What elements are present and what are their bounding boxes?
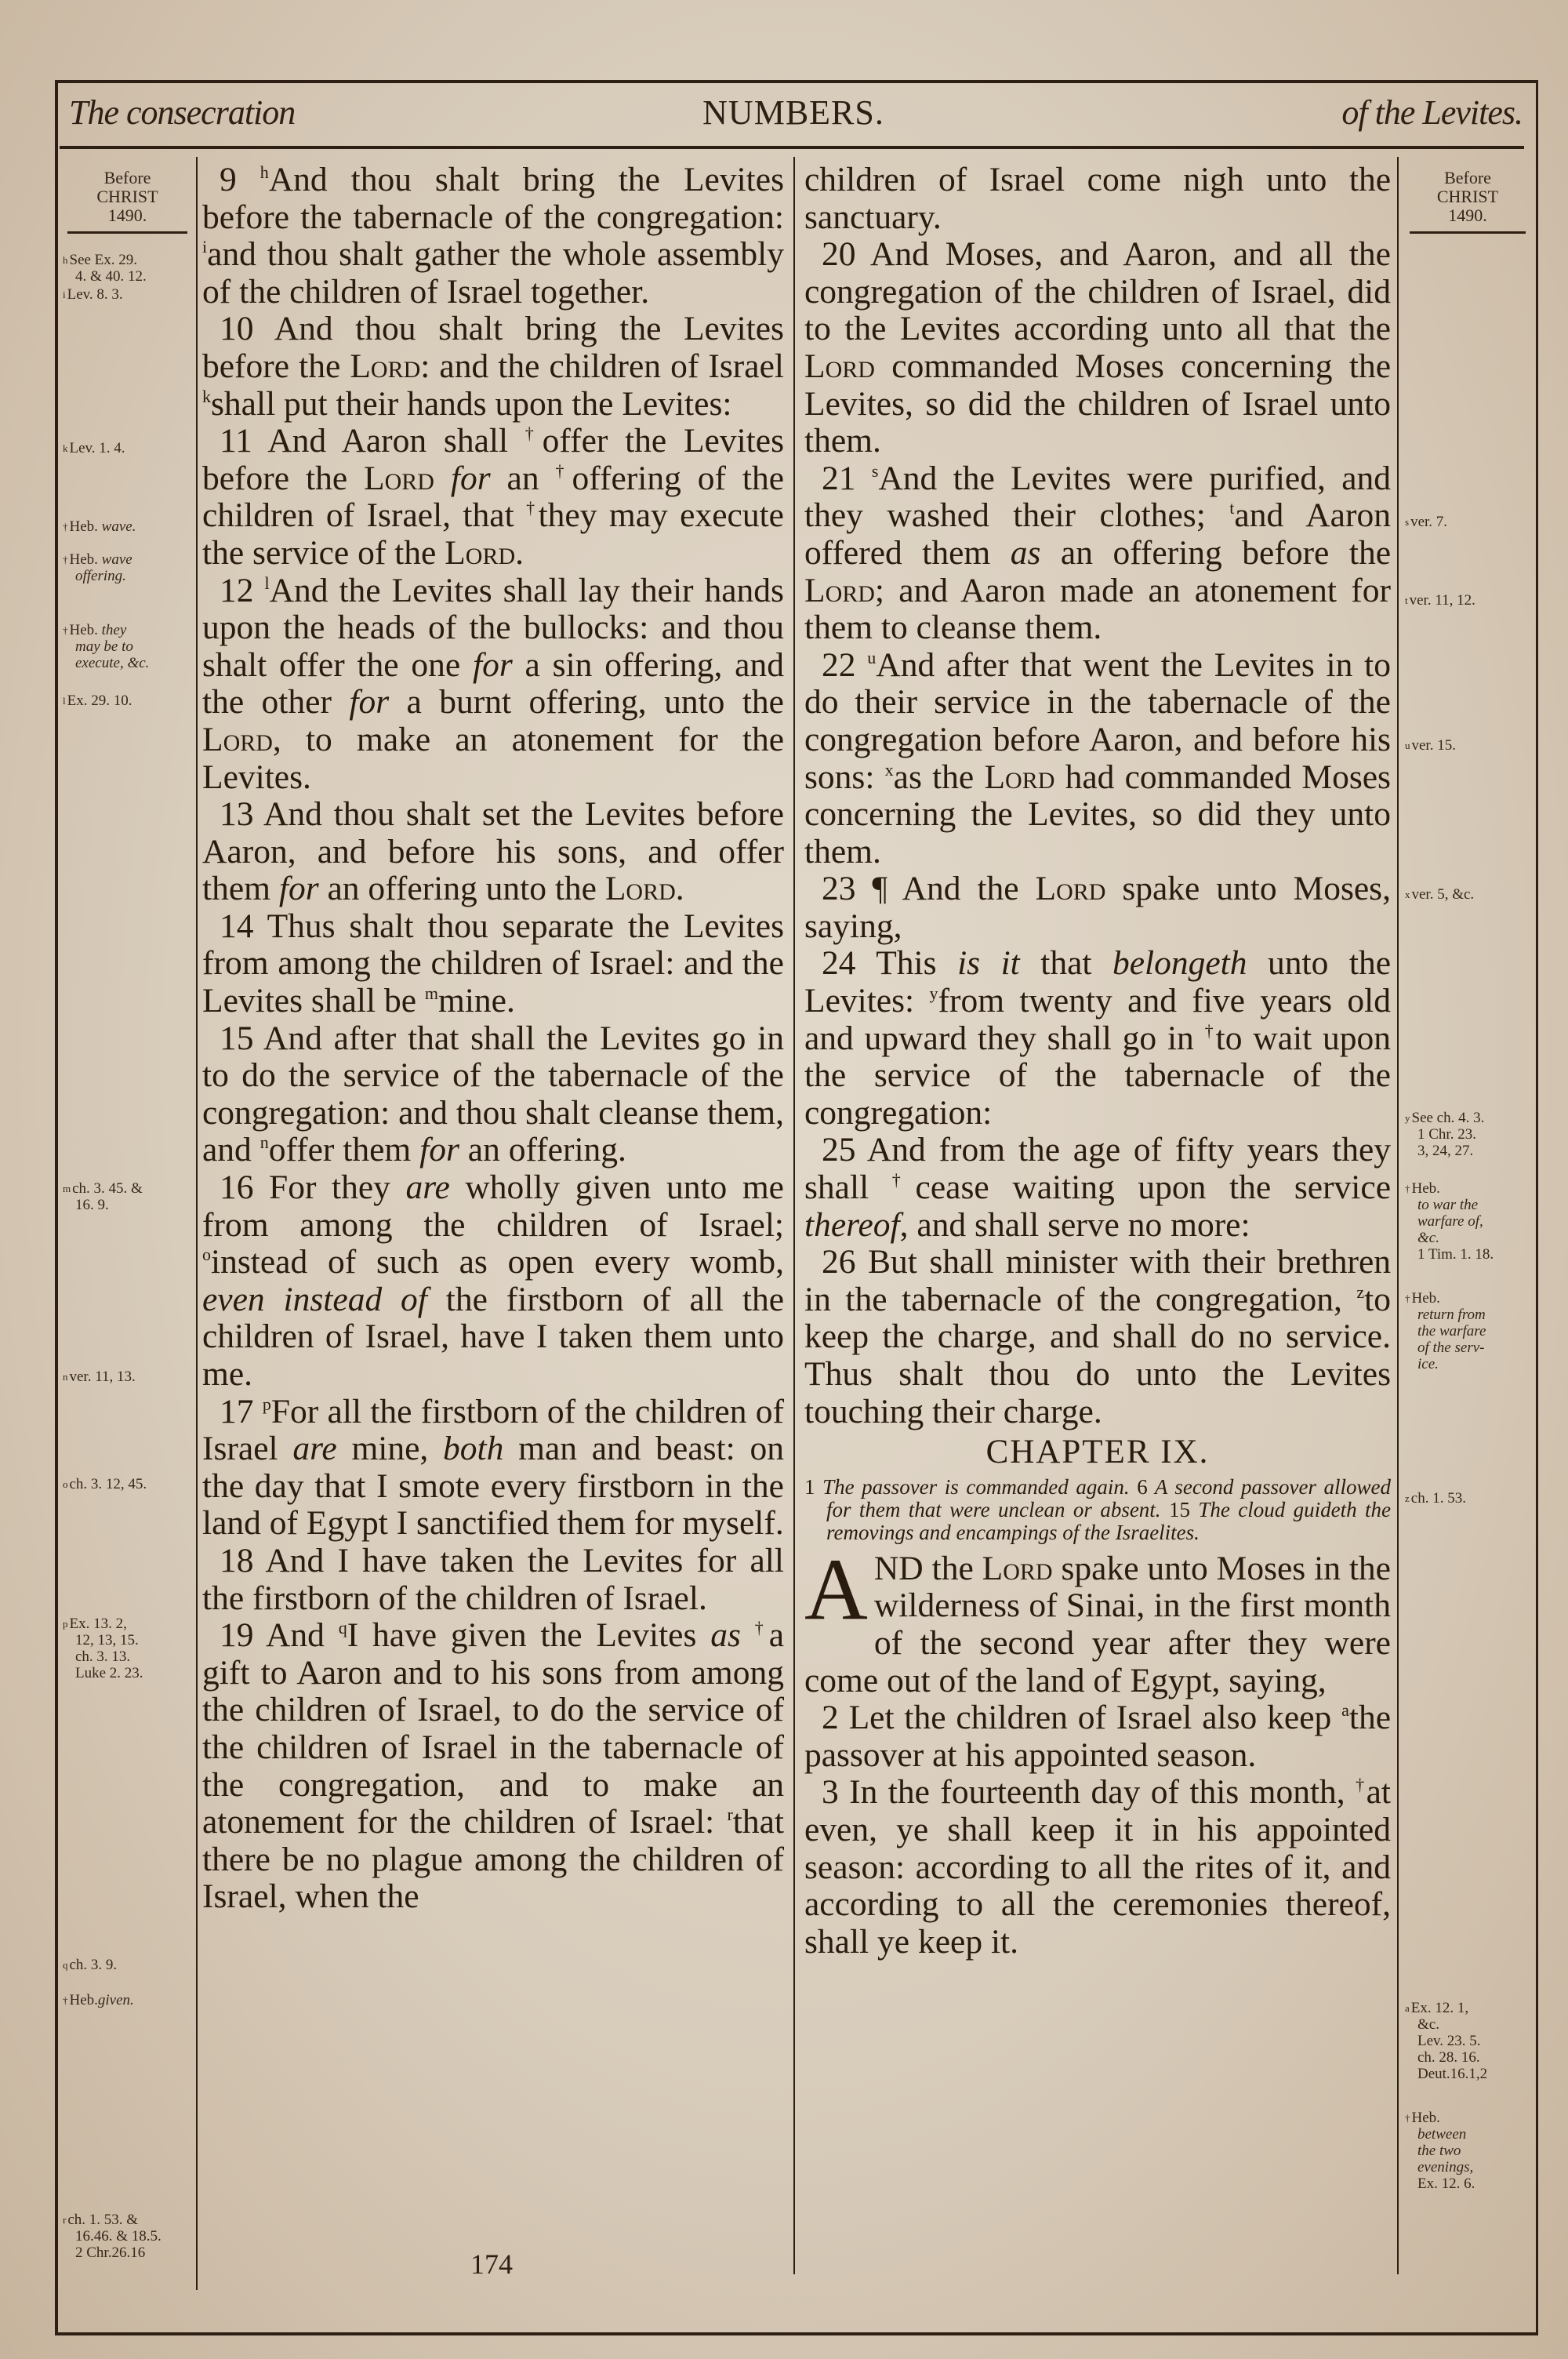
- italic-text: the two: [1417, 2143, 1461, 2159]
- reference-marker: p: [262, 1394, 271, 1414]
- running-head-book-title: NUMBERS.: [702, 93, 884, 132]
- text-run: that: [1019, 944, 1112, 983]
- era-label: [63, 169, 192, 234]
- note-key: p: [63, 1618, 68, 1630]
- text-run: the firstborn of all the children of Israel, have I taken them unto me.: [202, 1280, 784, 1393]
- text-run: See ch. 4. 3.: [1411, 1110, 1485, 1126]
- text-run: 20: [822, 235, 856, 274]
- note-key: k: [63, 442, 68, 454]
- text-run: unto the Levites:: [804, 944, 1392, 1020]
- italic-text: for: [473, 645, 513, 684]
- divine-name: Lord: [445, 533, 516, 572]
- verse-22: [804, 647, 1391, 871]
- text-run: a sin offering, and the other: [202, 645, 784, 722]
- text-run: In the fourteenth day of this month,: [849, 1773, 1356, 1812]
- margin-note-q: [63, 1957, 196, 1973]
- note-key: z: [1405, 1492, 1410, 1504]
- margin-note-heb-wave: [63, 518, 196, 535]
- text-run: mine.: [438, 982, 515, 1020]
- verse-23: [804, 871, 1391, 945]
- divine-name: Lord: [350, 347, 421, 385]
- text-run: : and the children of Israel: [420, 347, 784, 385]
- verse-13: [202, 796, 784, 908]
- verse-9: [202, 162, 784, 311]
- note-key: y: [1405, 1112, 1410, 1124]
- reference-marker: y: [929, 983, 938, 1004]
- text-run: at even, ye shall keep it in his appointed season: according to all the rites of it, and according to all the ceremonies thereof, shall ye keep it.: [804, 1773, 1392, 1961]
- italic-text: are: [292, 1430, 337, 1468]
- text-run: instead of such as open every womb,: [211, 1243, 784, 1281]
- text-run: as the: [893, 758, 985, 796]
- text-run: ver. 11, 13.: [69, 1369, 136, 1385]
- pilcrow-icon: ¶: [872, 870, 888, 908]
- text-run: But shall minister with their brethren in the tabernacle of the congregation,: [804, 1243, 1392, 1318]
- running-head-right: of the Levites.: [1341, 93, 1523, 132]
- reference-marker: i: [202, 237, 208, 257]
- verse-14: [202, 908, 784, 1020]
- italic-text: are: [405, 1169, 450, 1207]
- era-year: 1490.: [1448, 205, 1487, 225]
- text-run: ver. 15.: [1411, 737, 1456, 754]
- text-run: 9: [220, 161, 237, 198]
- reference-marker: †: [524, 423, 543, 444]
- text-run: And thou shalt set the Levites before Aaron, and before his sons, and offer them: [202, 795, 784, 908]
- note-key: l: [63, 695, 66, 707]
- text-run: wholly given unto me from among the children of Israel;: [202, 1169, 784, 1244]
- reference-marker: o: [202, 1245, 211, 1265]
- margin-note-heb-return: [1405, 1290, 1538, 1372]
- text-run: , to make an atonement for the Levites.: [202, 720, 784, 796]
- verse-19: [202, 1617, 784, 1916]
- text-run: And I have taken the Levites for all the firstborn of the children of Israel.: [202, 1541, 784, 1617]
- divine-name: Lord: [982, 1549, 1053, 1587]
- text-run: 1 Tim. 1. 18.: [1417, 1246, 1494, 1263]
- text-run: Heb.: [1411, 1290, 1440, 1307]
- reference-marker: †: [1204, 1020, 1216, 1041]
- text-run: Heb.: [69, 1992, 98, 2008]
- chapter-9-verse-2: [804, 1699, 1391, 1774]
- reference-marker: a: [1341, 1700, 1349, 1721]
- text-run: 17: [220, 1392, 254, 1430]
- text-run: Heb.: [69, 622, 102, 638]
- verse-26: [804, 1244, 1391, 1430]
- text-run: 12: [220, 571, 254, 609]
- note-key: a: [1405, 2002, 1410, 2014]
- chapter-heading: CHAPTER IX.: [985, 1434, 1210, 1471]
- text-run: 16: [220, 1169, 254, 1207]
- text-run: to wait upon the service of the tabernacle of the congregation:: [804, 1019, 1392, 1132]
- chapter-9-verse-3: [804, 1774, 1391, 1961]
- text-run: 1: [804, 1474, 815, 1499]
- text-run: 3, 24, 27.: [1417, 1143, 1474, 1159]
- italic-text: given.: [97, 1992, 134, 2008]
- verse-18: [202, 1543, 784, 1617]
- text-run: ch. 1. 53.: [1410, 1490, 1466, 1507]
- reference-marker: t: [1229, 498, 1235, 518]
- reference-marker: l: [264, 572, 270, 593]
- italic-text: belongeth: [1112, 944, 1247, 983]
- header-rule: [60, 146, 1524, 149]
- italic-text: is it: [957, 944, 1020, 983]
- verse-17: [202, 1394, 784, 1543]
- era-year: 1490.: [107, 205, 147, 225]
- text-run: And from the age of fifty years they shall: [804, 1131, 1392, 1207]
- text-run: cease waiting upon the service: [915, 1169, 1391, 1207]
- text-run: A second passover allowed for them that were unclean or absent.: [826, 1474, 1392, 1521]
- reference-marker: n: [260, 1132, 269, 1153]
- text-run: And after that went the Levites in to do their service in the tabernacle of the congregation before Aaron, and before his sons:: [804, 645, 1392, 796]
- running-head: [64, 88, 1523, 141]
- text-run: ver. 5, &c.: [1411, 886, 1475, 903]
- verse-19-continuation: children of Israel come nigh unto the sanctuary.: [804, 161, 1391, 236]
- text-run: 12, 13, 15.: [75, 1632, 139, 1648]
- italic-text: to war the: [1417, 1197, 1479, 1213]
- margin-note-k: [63, 440, 196, 456]
- note-key: †: [63, 521, 68, 533]
- text-run: 24: [822, 944, 856, 983]
- text-run: Lev. 23. 5.: [1417, 2033, 1481, 2049]
- center-column-rule: [793, 157, 795, 2274]
- era-christ: CHRIST: [96, 187, 158, 206]
- era-before: Before: [1444, 168, 1491, 187]
- reference-marker: z: [1356, 1281, 1365, 1302]
- margin-note-heb-evenings: [1405, 2110, 1538, 2192]
- note-key: m: [63, 1183, 71, 1194]
- text-run: commanded Moses concerning the Levites, so did the children of Israel unto them.: [804, 347, 1391, 460]
- italic-text: even instead of: [202, 1280, 427, 1318]
- divine-name: Lord: [804, 571, 875, 609]
- italic-text: for: [450, 459, 491, 497]
- text-run: 14: [220, 907, 254, 945]
- text-run: Lev. 1. 4.: [69, 440, 125, 456]
- chapter-9-verse-1: [804, 1540, 1391, 1699]
- text-run: 13: [220, 795, 254, 834]
- italic-text: they: [101, 622, 127, 638]
- text-run: man and beast: on the day that I smote every firstborn in the land of Egypt I sanctified them for myself.: [202, 1430, 784, 1543]
- note-key: t: [1405, 594, 1408, 606]
- text-run: 11: [220, 422, 252, 460]
- text-run: they may execute the service of the: [202, 496, 784, 572]
- era-rule: [67, 231, 187, 234]
- divine-name: Lord: [1035, 870, 1106, 908]
- text-run: an offering before the: [1040, 533, 1391, 572]
- margin-note-t: [1405, 592, 1538, 609]
- text-run: an offering.: [459, 1131, 626, 1169]
- text-run: And after that shall the Levites go in to do the service of the tabernacle of the congregation: and thou shalt cleanse them, and: [202, 1019, 784, 1169]
- margin-note-heb-execute: [63, 622, 196, 671]
- note-key: u: [1405, 740, 1410, 751]
- italic-text: warfare of,: [1417, 1213, 1483, 1230]
- italic-text: the warfare: [1417, 1323, 1486, 1339]
- text-run: Ex. 12. 1,: [1410, 2000, 1469, 2016]
- verse-24: [804, 945, 1391, 1132]
- reference-marker: k: [202, 386, 211, 406]
- text-run: 19: [220, 1616, 254, 1655]
- text-run: And thou shalt bring the Levites before the: [202, 310, 784, 385]
- text-run: a burnt offering, unto the: [389, 683, 784, 722]
- text-run: 2 Chr.26.16: [75, 2245, 146, 2261]
- text-run: And Aaron shall: [267, 422, 525, 460]
- text-run: ver. 11, 12.: [1409, 592, 1475, 609]
- text-run: , and shall serve no more:: [899, 1205, 1250, 1244]
- margin-note-y: [1405, 1110, 1538, 1159]
- divine-name: Lord: [202, 720, 273, 758]
- text-run: an: [490, 459, 556, 497]
- margin-note-r: [63, 2212, 196, 2261]
- verse-16: [202, 1169, 784, 1394]
- italic-text: between: [1417, 2126, 1467, 2143]
- margin-note-heb-wave-offering: [63, 551, 196, 584]
- text-run: Ex. 12. 6.: [1417, 2175, 1475, 2192]
- left-margin-notes: [63, 169, 192, 2270]
- italic-text: evenings,: [1417, 2159, 1474, 2175]
- reference-marker: h: [260, 162, 269, 182]
- text-run: 2: [822, 1699, 839, 1737]
- note-key: †: [63, 624, 68, 636]
- text-run: 3: [822, 1773, 839, 1812]
- text-run: to keep the charge, and shall do no service. Thus shalt thou do unto the Levites touching their charge.: [804, 1280, 1391, 1430]
- text-run: Luke 2. 23.: [75, 1665, 143, 1681]
- italic-text: of the serv-: [1417, 1339, 1485, 1356]
- text-run: and thou shalt gather the whole assembly of the children of Israel together.: [202, 235, 784, 311]
- reference-marker: †: [891, 1170, 916, 1190]
- text-run: And Moses, and Aaron, and all the congregation of the children of Israel, did to the Levites according unto all that the: [804, 235, 1391, 348]
- margin-note-m: [63, 1180, 196, 1213]
- era-christ: CHRIST: [1436, 187, 1499, 206]
- text-run: See Ex. 29.: [69, 252, 138, 268]
- margin-note-l: [63, 692, 196, 709]
- margin-note-o: [63, 1476, 196, 1492]
- text-run: Heb.: [1411, 2110, 1440, 2126]
- text-run: mine,: [336, 1430, 444, 1468]
- note-key: r: [63, 2214, 67, 2226]
- text-run: And the Levites shall lay their hands upon the heads of the bullocks: and thou shalt offer the one: [202, 571, 784, 684]
- margin-note-x: [1405, 886, 1538, 903]
- text-run: The passover is commanded again.: [822, 1474, 1130, 1499]
- text-run: spake unto Moses in the wilderness of Sinai, in the first month of the second year after they were come out of the land of Egypt, saying,: [804, 1549, 1391, 1699]
- text-run: a gift to Aaron and to his sons from among the children of Israel, to do the service of the children of Israel in the tabernacle of the congregation, and to make an atonement for the children of Israel:: [202, 1616, 785, 1841]
- right-margin-notes: [1405, 169, 1530, 2270]
- text-run: Heb.: [69, 551, 102, 568]
- reference-marker: x: [884, 759, 894, 780]
- note-key: i: [63, 289, 66, 300]
- text-run: Deut.16.1,2: [1417, 2066, 1488, 2082]
- text-run: Thus shalt thou separate the Levites from among the children of Israel: and the Levites shall be: [202, 907, 785, 1020]
- note-key: o: [63, 1478, 68, 1490]
- verse-10: [202, 311, 784, 423]
- text-run: I have given the Levites: [347, 1616, 711, 1655]
- text-run: 23: [822, 870, 856, 908]
- note-key: s: [1405, 516, 1410, 528]
- reference-marker: †: [754, 1618, 769, 1638]
- text-run: ch. 3. 13.: [75, 1648, 131, 1665]
- text-run: This: [876, 944, 958, 983]
- text-run: offering of the children of Israel, that: [202, 459, 785, 535]
- text-run: offer the Levites before the: [202, 422, 784, 497]
- reference-marker: m: [424, 983, 439, 1004]
- text-run: .: [515, 533, 524, 572]
- text-run: For all the firstborn of the children of Israel: [202, 1392, 784, 1468]
- era-label-right: [1405, 169, 1530, 234]
- margin-note-h: [63, 252, 196, 285]
- text-run: from twenty and five years old and upward they shall go in: [804, 982, 1391, 1057]
- margin-note-z: [1405, 1490, 1538, 1507]
- text-run: [741, 1616, 755, 1654]
- right-margin-rule: [1397, 157, 1399, 2274]
- text-run: had commanded Moses concerning the Levites, so did they unto them.: [804, 758, 1391, 871]
- reference-marker: u: [867, 647, 877, 667]
- text-run: Heb.: [69, 518, 102, 535]
- italic-text: offering.: [75, 568, 126, 584]
- margin-note-heb-given: [63, 1992, 196, 2008]
- verse-11: [202, 423, 784, 572]
- text-run: ver. 7.: [1410, 514, 1448, 530]
- text-run: 16. 9.: [75, 1197, 109, 1213]
- reference-marker: †: [1356, 1775, 1367, 1795]
- text-run: ch. 3. 9.: [69, 1957, 118, 1973]
- era-rule: [1410, 231, 1526, 234]
- note-key: †: [1405, 1292, 1410, 1304]
- text-run: 21: [822, 459, 856, 497]
- text-run: ch. 3. 12, 45.: [69, 1476, 147, 1492]
- note-key: †: [1405, 1183, 1410, 1194]
- text-run: Heb.: [1411, 1180, 1440, 1197]
- text-run: 18: [220, 1541, 254, 1579]
- italic-text: both: [443, 1430, 504, 1468]
- text-run: And the Levites were purified, and they washed their clothes;: [804, 459, 1391, 535]
- note-key: †: [1405, 2112, 1410, 2124]
- divine-name: Lord: [604, 870, 676, 908]
- verse-25: [804, 1132, 1391, 1244]
- note-key: h: [63, 254, 68, 266]
- text-run: the passover at his appointed season.: [804, 1699, 1392, 1774]
- margin-note-p: [63, 1616, 196, 1681]
- text-run: And thou shalt bring the Levites before the tabernacle of the congregation:: [202, 161, 784, 236]
- text-run: and Aaron offered them: [804, 496, 1391, 572]
- verse-12: [202, 572, 784, 797]
- italic-text: as: [710, 1616, 741, 1655]
- era-before: Before: [103, 168, 151, 187]
- text-run: &c.: [1417, 2016, 1439, 2033]
- note-key: x: [1405, 889, 1410, 900]
- text-run: offer them: [268, 1131, 420, 1169]
- margin-note-s: [1405, 514, 1538, 530]
- margin-note-i: [63, 286, 196, 303]
- text-run: 15: [1168, 1497, 1190, 1521]
- running-head-left: The consecration: [69, 93, 296, 132]
- text-run: 4. & 40. 12.: [75, 268, 147, 285]
- reference-marker: †: [555, 460, 572, 481]
- text-run: ND the: [873, 1549, 982, 1587]
- text-run: And the: [887, 870, 1036, 908]
- italic-text: return from: [1417, 1307, 1486, 1323]
- text-run: ; and Aaron made an atonement for them to cleanse them.: [804, 571, 1391, 647]
- text-run: 6: [1137, 1474, 1148, 1499]
- text-run: Let the children of Israel also keep: [848, 1699, 1342, 1737]
- margin-note-u: [1405, 737, 1538, 754]
- italic-text: wave.: [101, 518, 136, 535]
- text-run: 1 Chr. 23.: [1417, 1126, 1476, 1143]
- italic-text: for: [349, 683, 390, 722]
- text-run: The cloud guideth the removings and encampings of the Israelites.: [826, 1497, 1392, 1544]
- italic-text: may be to: [75, 638, 133, 655]
- divine-name: Lord: [984, 758, 1055, 796]
- text-run: And: [265, 1616, 339, 1655]
- chapter-summary: [804, 1476, 1391, 1544]
- reference-marker: q: [338, 1618, 347, 1638]
- text-run: ch. 28. 16.: [1417, 2049, 1480, 2066]
- verse-20: [804, 236, 1391, 460]
- text-run: that there be no plague among the children of Israel, when the: [202, 1803, 784, 1916]
- page-number: 174: [470, 2248, 513, 2280]
- italic-text: &c.: [1417, 1230, 1439, 1246]
- reference-marker: s: [871, 460, 879, 481]
- text-run: 10: [220, 310, 254, 348]
- italic-text: as: [1010, 533, 1041, 572]
- margin-note-heb-warfare: [1405, 1180, 1538, 1263]
- text-run: Lev. 8. 3.: [67, 286, 123, 303]
- italic-text: execute, &c.: [75, 655, 150, 671]
- right-text-column: [804, 162, 1391, 1961]
- reference-marker: r: [727, 1805, 733, 1825]
- drop-cap: A: [804, 1540, 868, 1638]
- verse-21: [804, 460, 1391, 647]
- text-run: shall put their hands upon the Levites:: [211, 384, 732, 423]
- margin-note-a: [1405, 2000, 1538, 2082]
- note-key: †: [63, 1994, 68, 2006]
- text-run: Ex. 13. 2,: [69, 1616, 127, 1632]
- italic-text: for: [419, 1131, 459, 1169]
- margin-note-n: [63, 1369, 196, 1385]
- text-run: 16.46. & 18.5.: [75, 2228, 162, 2245]
- italic-text: wave: [101, 551, 132, 568]
- text-run: Ex. 29. 10.: [67, 692, 132, 709]
- text-run: spake unto Moses, saying,: [804, 870, 1391, 945]
- text-run: 26: [822, 1243, 856, 1281]
- note-key: †: [63, 554, 68, 565]
- text-run: For they: [269, 1169, 406, 1207]
- italic-text: ice.: [1417, 1356, 1439, 1372]
- text-run: an offering unto the: [318, 870, 605, 908]
- text-run: 25: [822, 1131, 856, 1169]
- text-run: ch. 1. 53. &: [67, 2212, 139, 2228]
- left-margin-rule: [196, 157, 198, 2290]
- divine-name: Lord: [804, 347, 875, 385]
- italic-text: thereof: [804, 1205, 900, 1244]
- note-key: n: [63, 1371, 68, 1383]
- text-run: .: [675, 870, 684, 908]
- text-run: 15: [220, 1019, 254, 1057]
- left-text-column: [202, 162, 784, 1916]
- verse-15: [202, 1020, 784, 1169]
- note-key: q: [63, 1959, 68, 1971]
- text-run: ch. 3. 45. &: [72, 1180, 143, 1197]
- italic-text: for: [278, 870, 319, 908]
- text-run: 22: [822, 645, 856, 684]
- reference-marker: †: [526, 498, 539, 518]
- divine-name: Lord: [364, 459, 434, 497]
